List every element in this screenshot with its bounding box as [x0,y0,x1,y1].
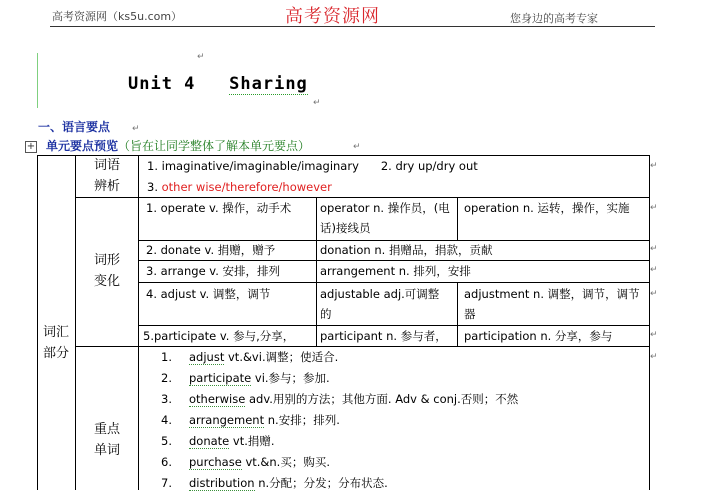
cell-end-mark-icon: ↵ [650,244,658,254]
header-right: 您身边的高考专家 [510,12,598,25]
table-border [138,282,649,283]
table-border [457,197,458,240]
word-group-item: 2. dry up/dry out [380,159,478,173]
word-form-cell: 4. adjust v. 调整，调节 [146,287,271,301]
table-border [138,155,139,490]
word-form-cell: donation n. 捐赠品，捐款，贡献 [320,243,493,257]
word-form-cell: participation n. 分享，参与 [464,329,613,343]
header-logo: 高考资源网 [285,6,380,27]
key-word-item: 7. distribution n.分配；分发；分布状态. [161,476,388,490]
header-left: 高考资源网（ks5u.com） [52,10,183,23]
cell-end-mark-icon: ↵ [650,289,658,299]
subsection-title: 单元要点预览 [46,139,119,153]
table-border [457,282,458,346]
paragraph-mark-icon: ↵ [197,52,205,62]
header-rule [50,26,655,27]
cell-end-mark-icon: ↵ [650,352,658,362]
key-word-item: 5. donate vt.捐赠. [161,434,275,448]
word-group [147,156,478,176]
margin-guide [37,53,38,108]
key-word-item: 4. arrangement n.安排；排列. [161,413,340,427]
word-form-cell: adjustment n. 调整，调节，调节器 [464,287,640,321]
word-form-cell: operation n. 运转，操作，实施 [464,201,630,215]
table-border [37,155,38,490]
key-word-item: 6. purchase vt.&n.买；购买. [161,455,330,469]
paragraph-mark-icon: ↵ [313,98,321,108]
word-form-cell: arrangement n. 排列，安排 [320,264,471,278]
table-border [316,197,317,346]
key-word-item: 2. participate vi.参与；参加. [161,371,330,385]
word-form-cell: 1. operate v. 操作，动手术 [146,201,292,215]
table-border [75,155,76,490]
word-form-cell: adjustable adj.可调整的 [320,287,440,321]
cell-end-mark-icon: ↵ [650,203,658,213]
word-group [147,177,332,197]
subsection-note: （旨在让同学整体了解本单元要点） [118,139,311,153]
category-label: 词形变化 [93,253,120,289]
section-heading: 一、语言要点 [38,120,111,134]
word-form-cell: operator n. 操作员，(电话)接线员 [320,201,450,235]
key-word-item: 3. otherwise adv.用别的方法；其他方面. Adv & conj.否则；不然 [161,392,519,406]
paragraph-mark-icon: ↵ [132,124,140,134]
word-form-cell: 2. donate v. 捐赠，赠予 [146,243,276,257]
word-form-cell: 3. arrange v. 安排，排列 [146,264,281,278]
word-group-item: other wise/therefore/however [161,180,332,194]
subsection-heading [46,137,310,154]
word-group-number: 3. [147,180,162,194]
word-group-item: 1. imaginative/imaginable/imaginary [147,159,359,173]
unit-topic: Sharing [229,74,308,94]
paragraph-mark-icon: ↵ [353,142,361,152]
key-word-item: 1. adjust vt.&vi.调整；使适合. [161,350,339,364]
page-title [128,74,308,94]
table-move-handle-icon[interactable]: + [26,141,36,152]
category-label: 词语辨析 [93,158,120,194]
word-form-cell: 5.participate v. 参与,分享， [143,329,295,343]
vocab-section-label: 词汇部分 [42,325,69,361]
cell-end-mark-icon: ↵ [650,161,658,171]
word-form-cell: participant n. 参与者， [320,329,447,343]
cell-end-mark-icon: ↵ [650,265,658,275]
unit-label: Unit 4 [128,74,196,94]
cell-end-mark-icon: ↵ [650,330,658,340]
category-label: 重点单词 [93,422,120,458]
